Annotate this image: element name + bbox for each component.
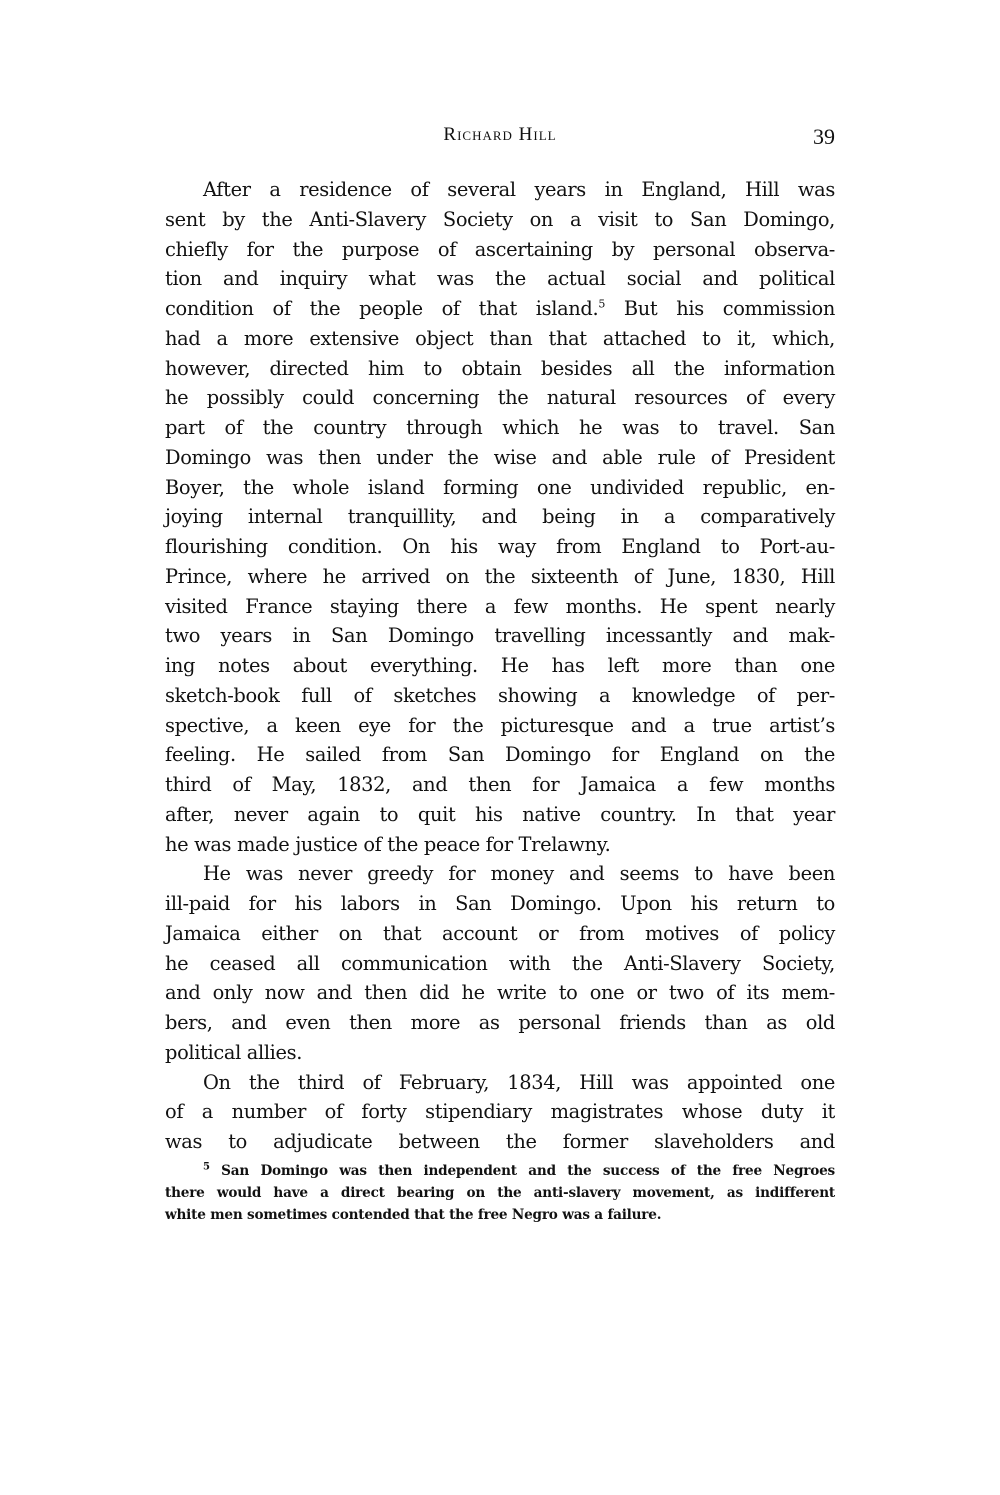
footnote bbox=[165, 1160, 835, 1226]
text-line: he possibly could concerning the natural resources of every bbox=[165, 386, 835, 410]
text-line: and only now and then did he write to one or two of its mem- bbox=[165, 981, 835, 1005]
text-segment: San Domingo was then independent and the success of the free Negroes bbox=[209, 1163, 835, 1179]
text-line: sent by the Anti-Slavery Society on a visit to San Domingo, bbox=[165, 207, 835, 231]
body-text bbox=[165, 175, 835, 1157]
page-number: 39 bbox=[813, 124, 835, 149]
footnote-reference: 5 bbox=[598, 297, 605, 311]
text-line: visited France staying there a few months. He spent nearly bbox=[165, 594, 835, 618]
text-line bbox=[165, 294, 835, 324]
text-line: part of the country through which he was to travel. San bbox=[165, 416, 835, 439]
text-line: Domingo was then under the wise and able rule of President bbox=[165, 445, 835, 469]
text-line: however, directed him to obtain besides all the information bbox=[165, 356, 835, 380]
text-line: Prince, where he arrived on the sixteenth of June, 1830, Hill bbox=[165, 564, 835, 588]
text-line: had a more extensive object than that attached to it, which, bbox=[165, 326, 835, 350]
running-head bbox=[165, 124, 835, 156]
text-line: was to adjudicate between the former slaveholders and bbox=[165, 1130, 835, 1153]
text-line: spective, a keen eye for the picturesque and a true artist’s bbox=[165, 713, 835, 737]
text-line: ing notes about everything. He has left more than one bbox=[165, 654, 835, 677]
text-line: he was made justice of the peace for Trelawny. bbox=[165, 832, 611, 856]
text-line: He was never greedy for money and seems to have been bbox=[203, 862, 835, 886]
footnote-line bbox=[165, 1160, 835, 1182]
text-line: Jamaica either on that account or from motives of policy bbox=[165, 921, 835, 945]
text-line: flourishing condition. On his way from England to Port-au- bbox=[165, 535, 835, 558]
text-line: After a residence of several years in England, Hill was bbox=[203, 178, 835, 201]
text-line: he ceased all communication with the Anti-Slavery Society, bbox=[165, 951, 835, 975]
text-segment: But his commission bbox=[604, 297, 835, 320]
text-line: ill-paid for his labors in San Domingo. Upon his return to bbox=[165, 892, 835, 915]
text-line: chiefly for the purpose of ascertaining by personal observa- bbox=[165, 237, 835, 261]
footnote-marker: 5 bbox=[203, 1161, 210, 1173]
text-line: third of May, 1832, and then for Jamaica a few months bbox=[165, 773, 835, 796]
text-line: feeling. He sailed from San Domingo for England on the bbox=[165, 743, 835, 767]
text-segment: condition of the people of that island. bbox=[165, 297, 599, 320]
text-line: tion and inquiry what was the actual social and political bbox=[165, 267, 835, 291]
text-line: after, never again to quit his native country. In that year bbox=[165, 802, 835, 826]
text-line: joying internal tranquillity, and being in a comparatively bbox=[165, 505, 835, 529]
text-line: Boyer, the whole island forming one undivided republic, en- bbox=[165, 475, 835, 499]
footnote-line: white men sometimes contended that the free Negro was a failure. bbox=[165, 1207, 662, 1223]
text-line: of a number of forty stipendiary magistrates whose duty it bbox=[165, 1100, 835, 1124]
text-line: political allies. bbox=[165, 1040, 303, 1064]
text-line: On the third of February, 1834, Hill was appointed one bbox=[203, 1070, 835, 1094]
text-line: bers, and even then more as personal friends than as old bbox=[165, 1011, 835, 1034]
footnote-line: there would have a direct bearing on the anti-slavery movement, as indifferent bbox=[165, 1185, 835, 1201]
text-line: two years in San Domingo travelling incessantly and mak- bbox=[165, 624, 835, 648]
running-title: Richard Hill bbox=[443, 124, 557, 145]
text-line: sketch-book full of sketches showing a knowledge of per- bbox=[165, 683, 835, 707]
